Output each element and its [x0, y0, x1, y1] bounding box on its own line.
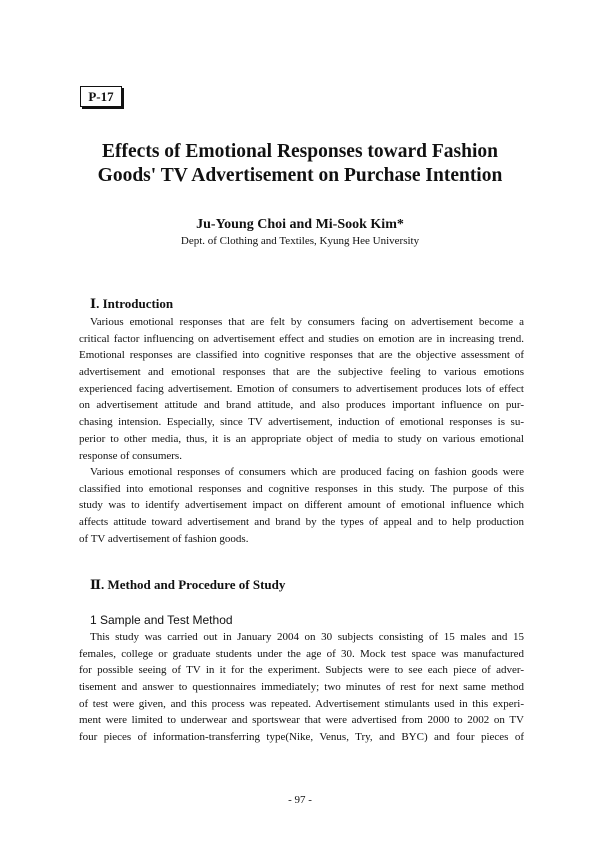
- text-line: chasing intension. Especially, since TV advertisement, induction of emotional responses is su-: [79, 416, 524, 429]
- method-paragraph-1: [79, 629, 524, 746]
- title-line: Goods' TV Advertisement on Purchase Intention: [97, 165, 503, 186]
- text-line: ment were limited to underwear and sportswear that were advertised from 2000 to 2002 on TV: [79, 714, 524, 727]
- paper-title: [40, 140, 560, 188]
- text-line: on advertisement attitude and brand attitude, and also produces important influence on pur-: [79, 399, 524, 412]
- section-heading-introduction: Ⅰ. Introduction: [90, 296, 174, 311]
- title-line: Effects of Emotional Responses toward Fashion: [102, 141, 498, 162]
- text-line: of TV advertisement of fashion goods.: [79, 532, 249, 545]
- text-line: perior to other media, thus, it is an appropriate object of media to study on various emotional: [79, 432, 524, 445]
- paper-code-box: [80, 86, 122, 107]
- text-line: Emotional responses are classified into cognitive responses that are the objective assessment of: [79, 349, 524, 362]
- text-line: experienced facing advertisement. Emotion of consumers to advertisement produces lots of effect: [79, 382, 524, 395]
- text-line: Various emotional responses of consumers which are produced facing on fashion goods were: [90, 466, 524, 478]
- text-line: females, college or graduate students under the age of 30. Mock test space was manufactured: [79, 647, 524, 660]
- authors: Ju-Young Choi and Mi-Sook Kim*: [196, 217, 404, 232]
- introduction-paragraph-2: [79, 464, 524, 547]
- text-line: Various emotional responses that are felt by consumers facing on advertisement become a: [90, 316, 524, 328]
- text-line: This study was carried out in January 2004 on 30 subjects consisting of 15 males and 15: [90, 631, 524, 643]
- text-line: four pieces of information-transferring type(Nike, Venus, Try, and BYC) and four pieces of: [79, 731, 524, 744]
- text-line: classified into emotional responses and cognitive responses in this study. The purpose of this: [79, 482, 524, 495]
- text-line: advertisement and emotional responses that are the subjective feeling to various emotions: [79, 366, 524, 379]
- affiliation: Dept. of Clothing and Textiles, Kyung Hee University: [180, 235, 420, 247]
- page-number: - 97 -: [288, 794, 312, 806]
- text-line: response of consumers.: [79, 449, 182, 462]
- text-line: of test were given, and this process was repeated. Advertisement stimulants used in this experi-: [79, 697, 524, 710]
- text-line: affects attitude toward advertisement and brand by the types of appeal and to help production: [79, 516, 524, 529]
- text-line: critical factor influencing on advertisement effect and studies on emotion are in increasing trend.: [79, 332, 524, 345]
- section-heading-method: Ⅱ. Method and Procedure of Study: [90, 577, 286, 592]
- introduction-paragraph-1: [79, 314, 524, 464]
- paper-code: P-17: [88, 89, 114, 104]
- subsection-heading: 1 Sample and Test Method: [90, 613, 233, 627]
- text-line: tisement and answer to questionnaires immediately; two minutes of rest for next same method: [79, 681, 524, 694]
- text-line: for possible seeing of TV in it for the experiment. Subjects were to see each piece of adver-: [79, 664, 524, 677]
- text-line: study was to identify advertisement impact on different amount of emotional influence which: [79, 499, 524, 512]
